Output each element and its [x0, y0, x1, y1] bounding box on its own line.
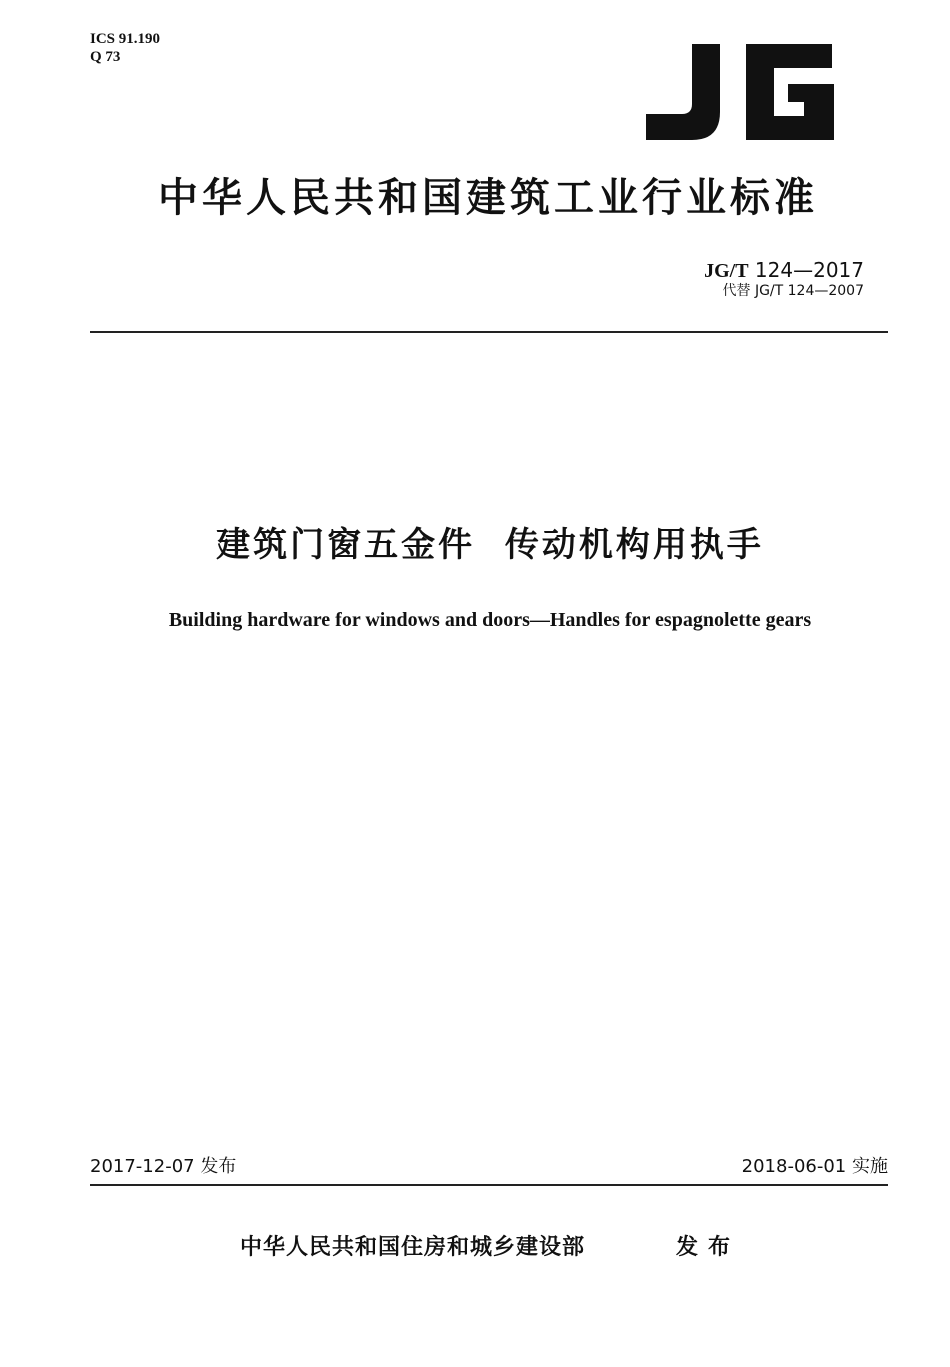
standard-code: JG/T	[704, 260, 749, 282]
issuing-authority: 中华人民共和国住房和城乡建设部	[240, 1235, 586, 1260]
issue-date: 2017-12-07 发布	[90, 1156, 237, 1177]
title-chinese: 建筑门窗五金件 传动机构用执手	[216, 525, 764, 565]
top-divider	[90, 331, 888, 333]
jg-logo	[640, 40, 840, 144]
standard-number-value: 124—2017	[754, 258, 864, 282]
bottom-divider	[90, 1184, 888, 1186]
ics-code: ICS 91.190	[90, 31, 161, 47]
issue-action: 发布	[676, 1235, 741, 1260]
replaces-standard: 代替 JG/T 124—2007	[722, 283, 864, 299]
title-english: Building hardware for windows and doors—Handles for espagnolette gears	[168, 609, 812, 631]
standard-number	[704, 258, 864, 283]
standard-category-title: 中华人民共和国建筑工业行业标准	[158, 175, 818, 221]
implementation-date: 2018-06-01 实施	[741, 1156, 888, 1177]
ccs-code: Q 73	[90, 49, 121, 65]
